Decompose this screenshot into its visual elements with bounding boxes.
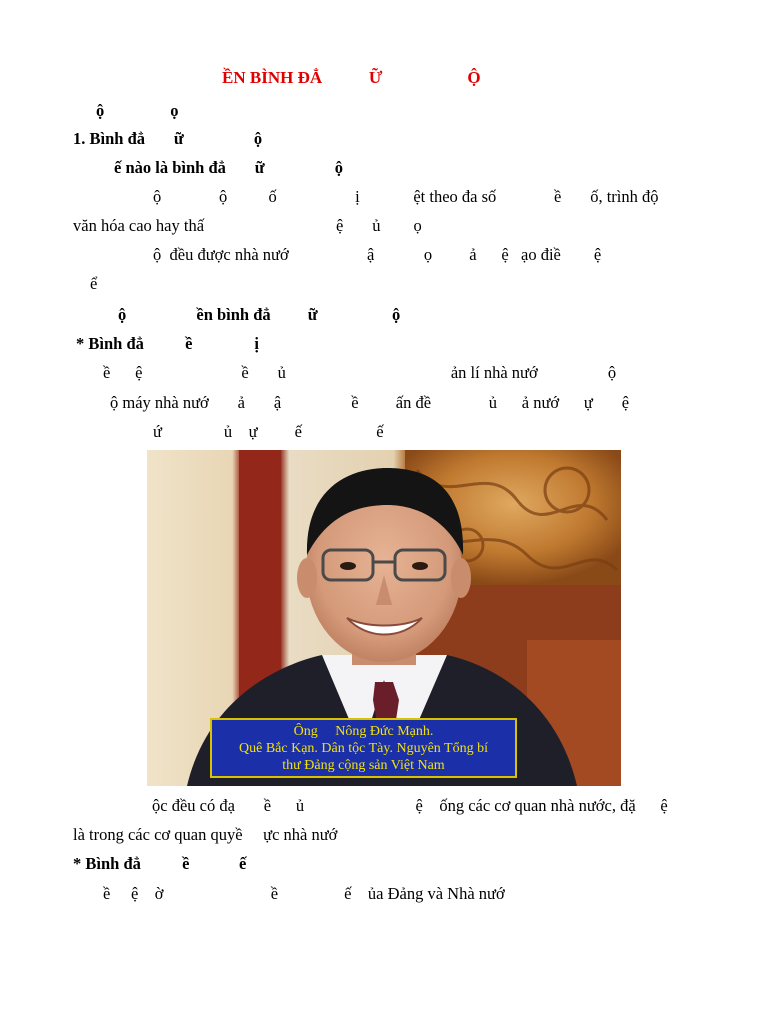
paragraph-line: là trong các cơ quan quyề ực nhà nướ (73, 825, 338, 844)
paragraph-line: ộ đều được nhà nướ ậ ọ ả ệ ạo điề ệ (153, 245, 602, 264)
bullet-heading-2: * Bình đẳ ề ế (73, 854, 247, 873)
paragraph-line: ề ệ ề ủ ản lí nhà nướ ộ (103, 363, 617, 382)
paragraph-line: ộ máy nhà nướ ả ậ ề ấn đề ủ ả nướ ự ệ (110, 393, 630, 412)
bullet-heading-1: * Bình đẳ ề ị (76, 334, 259, 353)
paragraph-line: ứ ủ ự ế ế (153, 422, 384, 441)
paragraph-line: ộc đều có đạ ề ủ ệ ống các cơ quan nhà nước, đặ ệ (152, 796, 668, 815)
question-heading: ế nào là bình đẳ ữ ộ (114, 158, 344, 177)
caption-line: Quê Bắc Kạn. Dân tộc Tày. Nguyên Tổng bí (239, 741, 488, 756)
section-heading-1: 1. Bình đẳ ữ ộ (73, 129, 263, 148)
caption-line: Ông Nông Đức Mạnh. (293, 724, 434, 739)
caption-line: thư Đảng cộng sản Việt Nam (282, 758, 445, 773)
paragraph-line: văn hóa cao hay thấ ệ ủ ọ (73, 216, 422, 235)
paragraph-line: ề ệ ờ ề ế ủa Đảng và Nhà nướ (103, 884, 505, 903)
photo-caption (210, 718, 517, 778)
document-title: ỀN BÌNH ĐẲ Ữ Ộ (222, 68, 481, 87)
paragraph-line: ộ ộ ố ị ệt theo đa số ề ố, trình độ (153, 187, 659, 206)
line-subheading: ộ ọ (96, 101, 179, 120)
paragraph-line: ể (90, 274, 98, 293)
section-heading-2: ộ ền bình đẳ ữ ộ (118, 305, 401, 324)
